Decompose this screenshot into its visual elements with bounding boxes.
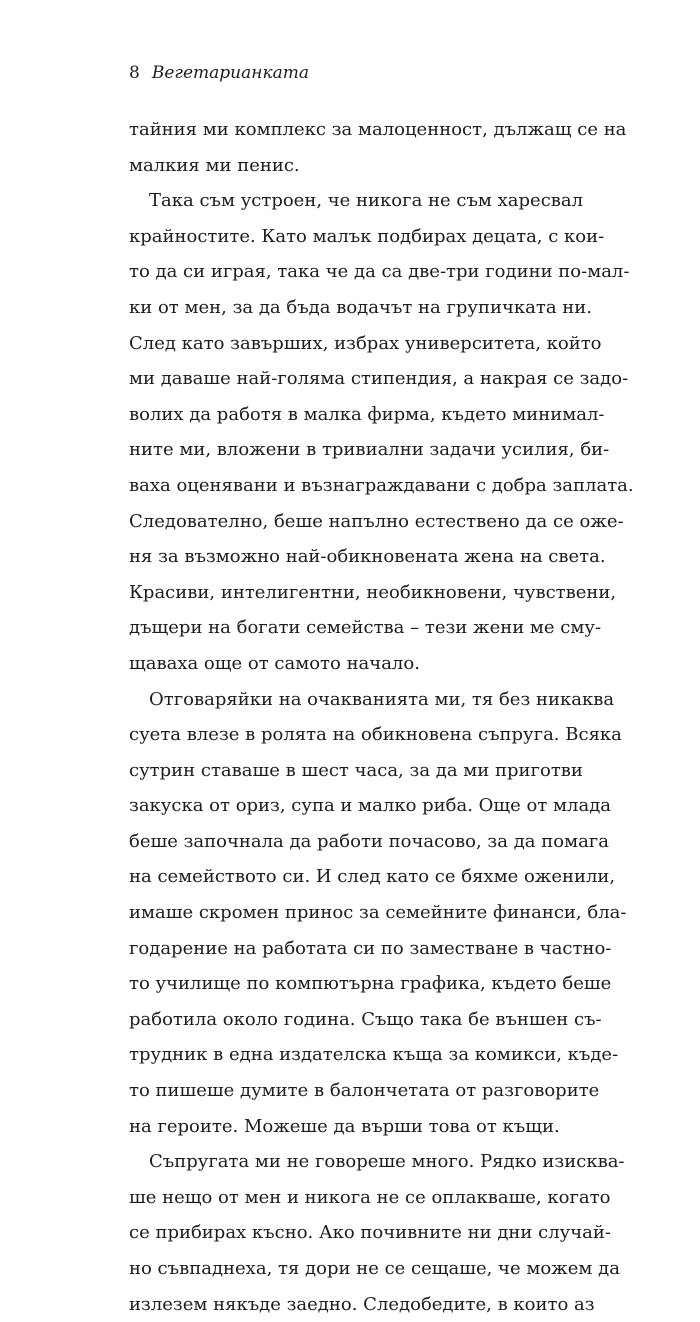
text-line: закуска от ориз, супа и малко риба. Още от млада (129, 795, 612, 817)
text-line: ваха оценявани и възнаграждавани с добра заплата. (129, 474, 634, 496)
body-text (129, 112, 634, 1322)
text-line: се прибирах късно. Ако почивните ни дни случай- (129, 1222, 611, 1244)
text-line: дъщери на богати семейства – тези жени ме сму- (129, 617, 602, 639)
text-line: щаваха още от самото начало. (129, 652, 420, 674)
text-line: имаше скромен принос за семейните финанси, бла- (129, 902, 627, 924)
text-line: Така съм устроен, че никога не съм харесвал (149, 190, 584, 212)
text-line: суета влезе в ролята на обикновена съпруга. Всяка (129, 724, 622, 746)
text-line: ми даваше най-голяма стипендия, а накрая се задо- (129, 368, 629, 390)
text-line: но съвпаднеха, тя дори не се сещаше, че можем да (129, 1258, 620, 1279)
text-line: то пишеше думите в балончетата от разговорите (129, 1080, 600, 1102)
paragraph (129, 112, 627, 183)
paragraph (129, 682, 627, 1145)
text-line: Съпругата ми не говореше много. Рядко изисква- (149, 1151, 625, 1173)
text-line: ните ми, вложени в тривиални задачи усилия, би- (129, 439, 610, 461)
text-line: беше започнала да работи почасово, за да помага (129, 830, 609, 852)
text-line: годарение на работата си по заместване в частно- (129, 937, 612, 959)
text-line: тайния ми комплекс за малоценност, дължащ се на (129, 119, 627, 140)
text-line: то училище по компютърна графика, където беше (129, 973, 612, 995)
text-line: излезем някъде заедно. Следобедите, в които аз (129, 1293, 595, 1315)
text-line: Красиви, интелигентни, необикновени, чувствени, (129, 581, 617, 603)
text-line: ше нещо от мен и никога не се оплакваше, когато (129, 1186, 611, 1208)
text-line: След като завърших, избрах университета, който (129, 332, 602, 354)
running-header (129, 62, 309, 84)
paragraph (129, 183, 634, 681)
text-line: ки от мен, за да бъда водачът на групичката ни. (129, 296, 593, 318)
text-line: сутрин ставаше в шест часа, за да ми приготви (129, 759, 583, 781)
text-line: ня за възможно най-обикновената жена на света. (129, 546, 606, 568)
text-line: работила около година. Също така бе външен съ- (129, 1008, 602, 1030)
paragraph (129, 1144, 625, 1322)
text-line: малкия ми пенис. (129, 154, 300, 176)
text-line: на семейството си. И след като се бяхме оженили, (129, 866, 616, 888)
book-title: Вегетарианката (151, 63, 309, 83)
page-number: 8 (129, 63, 140, 83)
text-line: то да си играя, така че да са две-три години по-мал- (129, 261, 630, 283)
text-line: на героите. Можеше да върши това от къщи. (129, 1115, 560, 1137)
text-line: Отговаряйки на очакванията ми, тя без никаква (149, 688, 615, 710)
text-line: трудник в една издателска къща за комикси, къде- (129, 1044, 619, 1066)
text-line: крайностите. Като малък подбирах децата, с кои- (129, 225, 605, 247)
text-line: Следователно, беше напълно естествено да се оже- (129, 510, 624, 532)
text-line: волих да работя в малка фирма, където минимал- (129, 403, 605, 425)
